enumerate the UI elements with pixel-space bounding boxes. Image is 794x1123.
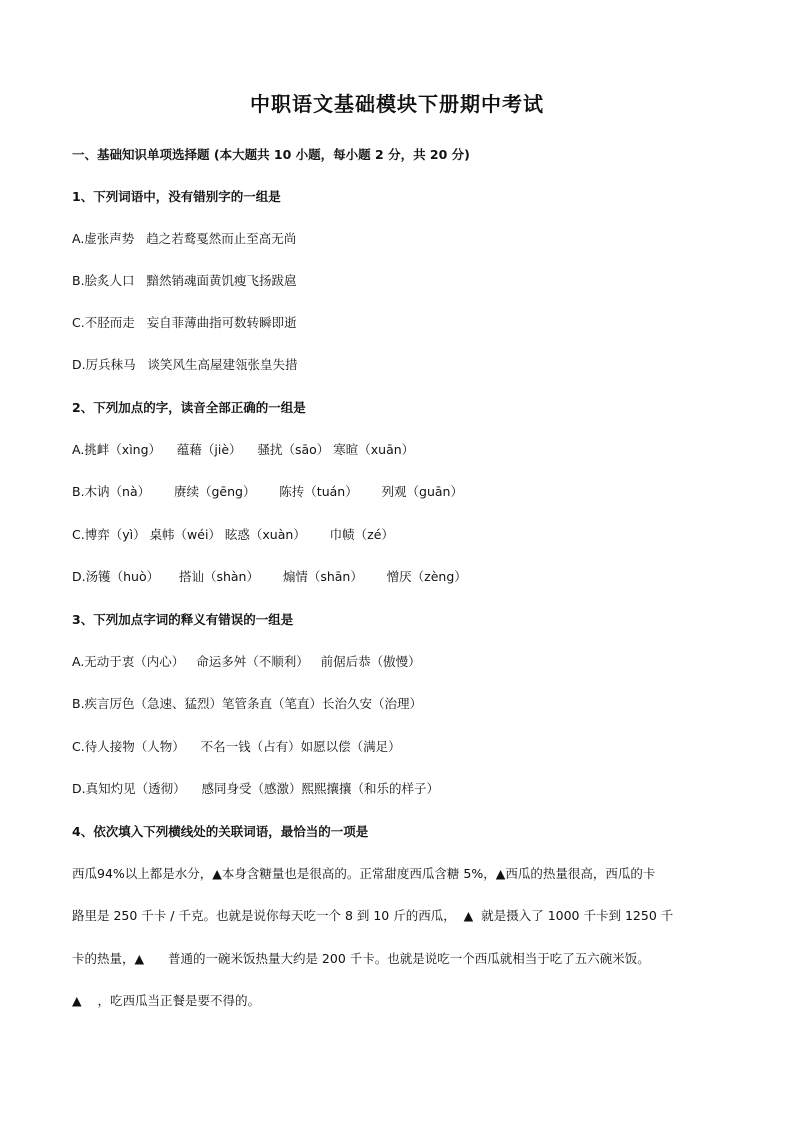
page-title: 中职语文基础模块下册期中考试 <box>250 92 544 116</box>
question-3-option-d: D.真知灼见（透彻） 感同身受（感激）熙熙攘攘（和乐的样子） <box>72 781 439 796</box>
section-heading: 一、基础知识单项选择题 (本大题共 10 小题，每小题 2 分，共 20 分) <box>72 147 470 162</box>
question-3-option-c: C.待人接物（人物） 不名一钱（占有）如愿以偿（满足） <box>72 739 401 754</box>
question-1-option-c: C.不胫而走 妄自菲薄曲指可数转瞬即逝 <box>72 315 297 330</box>
question-4-passage-line: 卡的热量，▲ 普通的一碗米饭热量大约是 200 千卡。也就是说吃一个西瓜就相当于吃了五六碗米饭。 <box>72 951 650 966</box>
question-1-stem: 1、下列词语中，没有错别字的一组是 <box>72 189 281 204</box>
question-1-option-b: B.脍炙人口 黯然销魂面黄饥瘦飞扬跋扈 <box>72 273 297 288</box>
question-3-option-b: B.疾言厉色（急速、猛烈）笔管条直（笔直）长治久安（治理） <box>72 696 423 711</box>
question-4-passage-line: ▲ ，吃西瓜当正餐是要不得的。 <box>72 993 261 1008</box>
question-1-option-d: D.厉兵秣马 谈笑风生高屋建瓴张皇失措 <box>72 357 298 372</box>
question-2-option-b: B.木讷（nà） 赓续（gēng） 陈抟（tuán） 列观（guān） <box>72 484 463 499</box>
question-2-option-d: D.汤镬（huò） 搭讪（shàn） 煽情（shān） 憎厌（zèng） <box>72 569 467 584</box>
question-3-stem: 3、下列加点字词的释义有错误的一组是 <box>72 612 294 627</box>
question-2-option-c: C.博弈（yì） 桌帏（wéi） 眩惑（xuàn） 巾帻（zé） <box>72 527 394 542</box>
question-4-stem: 4、依次填入下列横线处的关联词语，最恰当的一项是 <box>72 824 369 839</box>
question-1-option-a: A.虚张声势 趋之若鹜戛然而止至高无尚 <box>72 231 297 246</box>
question-4-passage-line: 西瓜94%以上都是水分，▲本身含糖量也是很高的。正常甜度西瓜含糖 5%，▲西瓜的热量很高，西瓜的卡 <box>72 866 656 881</box>
question-2-option-a: A.挑衅（xìng） 蕴藉（jiè） 骚扰（sāo） 寒暄（xuān） <box>72 442 415 457</box>
question-4-passage-line: 路里是 250 千卡 / 千克。也就是说你每天吃一个 8 到 10 斤的西瓜， ▲ 就是摄入了 1000 千卡到 1250 千 <box>72 908 674 923</box>
question-2-stem: 2、下列加点的字，读音全部正确的一组是 <box>72 400 306 415</box>
question-3-option-a: A.无动于衷（内心） 命运多舛（不顺利） 前倨后恭（傲慢） <box>72 654 421 669</box>
